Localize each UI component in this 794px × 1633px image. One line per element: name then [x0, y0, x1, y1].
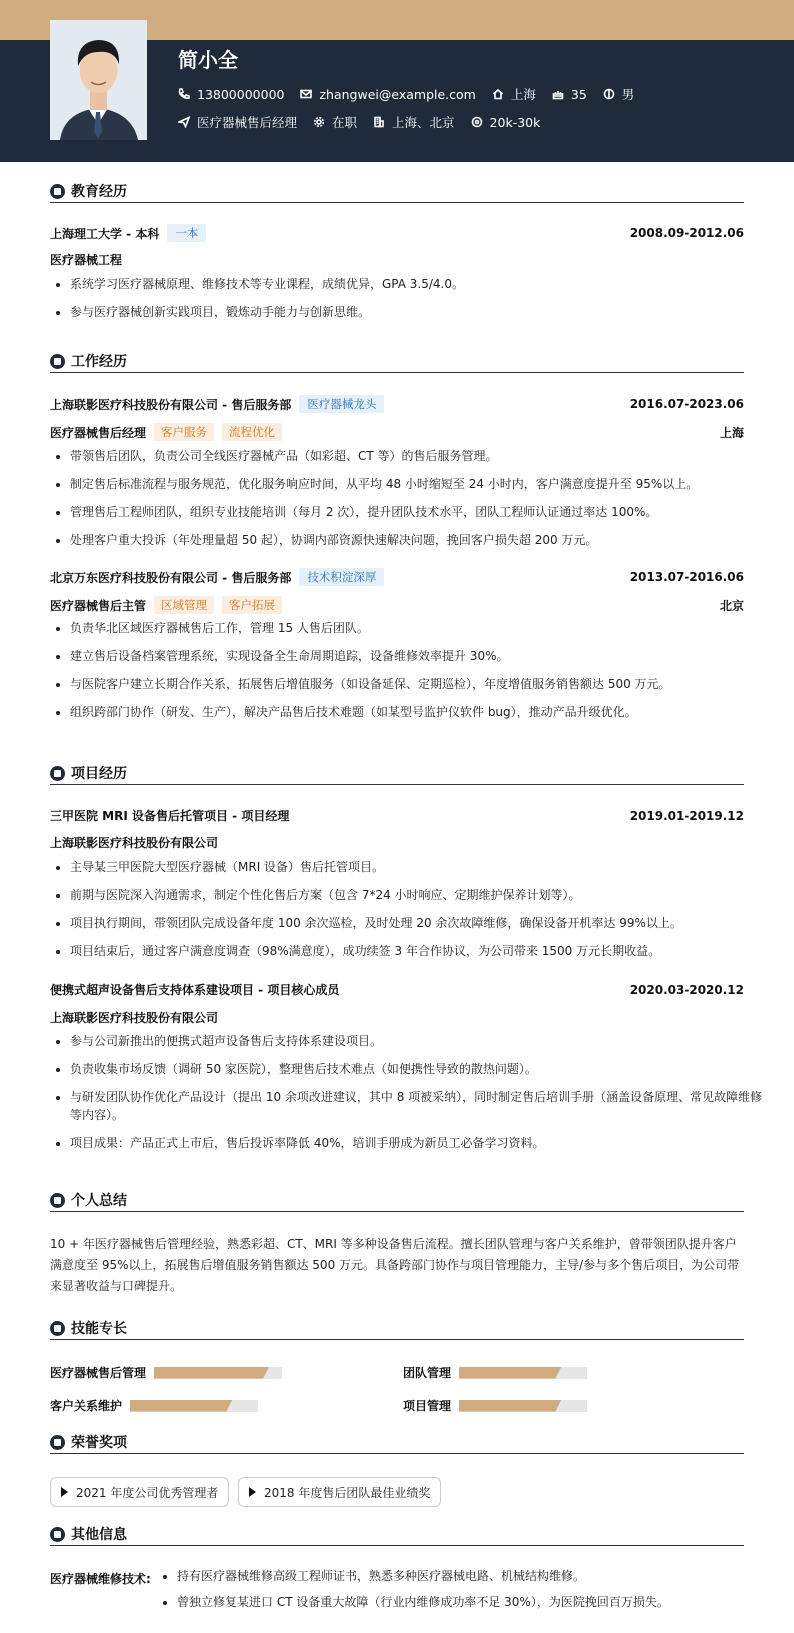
list-item: • 系统学习医疗器械原理、维修技术等专业课程，成绩优异，GPA 3.5/4.0。 — [70, 275, 764, 293]
skill-bar — [459, 1400, 587, 1412]
skill-bar — [154, 1367, 282, 1379]
list-item: • 制定售后标准流程与服务规范，优化服务响应时间，从平均 48 小时缩短至 24 小时内，客户满意度提升至 95%以上。 — [70, 475, 764, 493]
work-location: 北京 — [719, 598, 744, 613]
other-label: 医疗器械维修技术: — [50, 1572, 151, 1586]
home-icon — [492, 88, 504, 100]
work-date: 2013.07-2016.06 — [629, 570, 744, 584]
role-tag: 客户拓展 — [222, 596, 282, 614]
education-section-title — [50, 180, 744, 203]
school-name: 上海理工大学 - 本科 — [50, 226, 160, 241]
skills-section-title — [50, 1317, 744, 1340]
send-icon — [178, 116, 190, 128]
project-date: 2020.03-2020.12 — [629, 982, 744, 997]
skill-bar-fill — [154, 1367, 269, 1379]
role: 医疗器械售后经理 — [50, 425, 147, 440]
skill-name: 团队管理 — [403, 1366, 452, 1380]
education-date: 2008.09-2012.06 — [629, 226, 744, 240]
list-item: • 管理售后工程师团队，组织专业技能培训（每月 2 次），提升团队技术水平，团队工程师认证通过率达 100%。 — [70, 503, 764, 521]
status-text: 在职 — [332, 115, 358, 130]
work-2-bullets — [50, 619, 764, 731]
list-item: • 带领售后团队，负责公司全线医疗器械产品（如彩超、CT 等）的售后服务管理。 — [70, 447, 764, 465]
award-text: 2021 年度公司优秀管理者 — [76, 1485, 219, 1500]
coin-icon — [471, 116, 483, 128]
education-heading: 教育经历 — [71, 184, 127, 200]
position-text: 医疗器械售后经理 — [197, 115, 298, 130]
education-header — [50, 224, 744, 242]
project-1-bullets — [50, 858, 764, 970]
list-item: • 组织跨部门协作（研发、生产），解决产品售后技术难题（如某型号监护仪软件 bug），推动产品升级优化。 — [70, 703, 764, 721]
cake-icon — [552, 88, 564, 100]
project-company: 上海联影医疗科技股份有限公司 — [50, 1011, 219, 1025]
age-info — [552, 87, 587, 102]
list-item: • 参与公司新推出的便携式超声设备售后支持体系建设项目。 — [70, 1032, 764, 1050]
target-city-text: 上海、北京 — [392, 115, 455, 130]
email-text: zhangwei@example.com — [319, 86, 476, 102]
contact-row — [178, 85, 650, 103]
company-name: 北京万东医疗科技股份有限公司 - 售后服务部 — [50, 570, 292, 585]
skill-bar-fill — [459, 1367, 561, 1379]
city-text: 上海 — [510, 87, 536, 102]
list-item: • 持有医疗器械维修高级工程师证书，熟悉多种医疗器械电路、机械结构维修。 — [177, 1567, 763, 1585]
project-2-header — [50, 981, 744, 998]
project-1-header — [50, 807, 744, 824]
briefcase-icon — [50, 354, 65, 369]
list-item: • 项目执行期间，带领团队完成设备年度 100 余次巡检，及时处理 20 余次故障维修，确保设备开机率达 99%以上。 — [70, 914, 764, 932]
education-major-row — [50, 251, 744, 268]
company-name: 上海联影医疗科技股份有限公司 - 售后服务部 — [50, 397, 292, 412]
company-tag: 技术积淀深厚 — [299, 568, 384, 586]
awards-section-title — [50, 1431, 744, 1454]
gender-icon — [603, 88, 615, 100]
skills-heading: 技能专长 — [71, 1321, 127, 1337]
summary-section-title — [50, 1189, 744, 1212]
triangle-icon — [61, 1487, 68, 1497]
project-1-company-row — [50, 834, 744, 851]
skill-item — [403, 1364, 587, 1381]
work-location: 上海 — [719, 425, 744, 440]
major: 医疗器械工程 — [50, 253, 123, 267]
summary-heading: 个人总结 — [71, 1193, 127, 1209]
skill-bar-fill — [459, 1400, 561, 1412]
list-item: • 负责收集市场反馈（调研 50 家医院），整理售后技术难点（如便携性导致的散热问题）。 — [70, 1060, 764, 1078]
skill-name: 项目管理 — [403, 1399, 452, 1413]
work-2-header — [50, 568, 744, 586]
avatar-photo — [50, 20, 147, 140]
company-tag: 医疗器械龙头 — [299, 395, 384, 413]
list-item: • 与医院客户建立长期合作关系，拓展售后增值服务（如设备延保、定期巡检），年度增值服务销售额达 500 万元。 — [70, 675, 764, 693]
status-info — [313, 113, 357, 131]
city-info — [492, 85, 536, 103]
projects-heading: 项目经历 — [71, 766, 127, 782]
role: 医疗器械售后主管 — [50, 598, 147, 613]
skill-bar — [130, 1400, 258, 1412]
phone-icon — [178, 88, 190, 100]
building-icon — [373, 116, 385, 128]
skill-item — [50, 1364, 282, 1381]
grid-icon — [50, 766, 65, 781]
phone-text: 13800000000 — [197, 86, 285, 102]
role-tag: 客户服务 — [154, 423, 214, 441]
list-item: • 曾独立修复某进口 CT 设备重大故障（行业内维修成功率不足 30%），为医院挽回百万损失。 — [177, 1593, 763, 1611]
salary-text: 20k-30k — [489, 114, 541, 130]
gender-info — [603, 85, 635, 103]
list-item: • 项目成果：产品正式上市后，售后投诉率降低 40%，培训手册成为新员工必备学习资料。 — [70, 1134, 764, 1152]
project-company: 上海联影医疗科技股份有限公司 — [50, 836, 219, 850]
target-city-info — [373, 113, 455, 131]
position-info — [178, 113, 297, 131]
education-bullets — [50, 275, 764, 331]
chart-icon — [50, 1321, 65, 1336]
salary-info — [471, 115, 541, 130]
list-item: • 建立售后设备档案管理系统，实现设备全生命周期追踪，设备维修效率提升 30%。 — [70, 647, 764, 665]
other-bullets — [157, 1567, 763, 1621]
other-section-title — [50, 1523, 744, 1546]
award-item — [50, 1477, 229, 1507]
skill-bar — [459, 1367, 587, 1379]
triangle-icon — [249, 1487, 256, 1497]
email-info — [300, 87, 475, 102]
gear-icon — [313, 116, 325, 128]
mail-icon — [300, 88, 312, 100]
list-item: • 主导某三甲医院大型医疗器械（MRI 设备）售后托管项目。 — [70, 858, 764, 876]
list-item: • 参与医疗器械创新实践项目，锻炼动手能力与创新思维。 — [70, 303, 764, 321]
list-item: • 项目结束后，通过客户满意度调查（98%满意度），成功续签 3 年合作协议，为公司带来 1500 万元长期收益。 — [70, 942, 764, 960]
age-text: 35 — [570, 86, 587, 102]
work-section-title — [50, 350, 744, 373]
award-text: 2018 年度售后团队最佳业绩奖 — [264, 1485, 431, 1500]
project-2-company-row — [50, 1009, 744, 1026]
project-title: 三甲医院 MRI 设备售后托管项目 - 项目经理 — [50, 809, 290, 823]
gender-text: 男 — [621, 87, 635, 102]
skill-item — [403, 1397, 587, 1414]
work-1-bullets — [50, 447, 764, 559]
award-item — [238, 1477, 441, 1507]
work-1-role-row — [50, 423, 744, 441]
job-intent-row — [178, 113, 556, 131]
school-tag: 一本 — [167, 224, 206, 242]
work-heading: 工作经历 — [71, 354, 127, 370]
work-1-header — [50, 395, 744, 413]
list-item: • 负责华北区域医疗器械售后工作，管理 15 人售后团队。 — [70, 619, 764, 637]
skill-bar-fill — [130, 1400, 232, 1412]
phone-info — [178, 87, 284, 102]
info-icon — [50, 1527, 65, 1542]
medal-icon — [50, 1435, 65, 1450]
projects-section-title — [50, 762, 744, 785]
project-date: 2019.01-2019.12 — [629, 808, 744, 823]
education-icon — [50, 184, 65, 199]
skill-item — [50, 1397, 258, 1414]
list-item: • 与研发团队协作优化产品设计（提出 10 余项改进建议，其中 8 项被采纳），同时制定售后培训手册（涵盖设备原理、常见故障维修等内容）。 — [70, 1088, 764, 1124]
summary-text: 10 + 年医疗器械售后管理经验，熟悉彩超、CT、MRI 等多种设备售后流程。擅长团队管理与客户关系维护，曾带领团队提升客户满意度至 95%以上，拓展售后增值服务销售额达 500 万元。具备跨部门协作与项目管理能力，主导/参与多个售后项目，为公司带来显著收益与口碑提升。 — [50, 1237, 740, 1293]
role-tag: 流程优化 — [222, 423, 282, 441]
skill-name: 客户关系维护 — [50, 1399, 123, 1413]
list-item: • 前期与医院深入沟通需求，制定个性化售后方案（包含 7*24 小时响应、定期维护保养计划等）。 — [70, 886, 764, 904]
list-item: • 处理客户重大投诉（年处理量超 50 起），协调内部资源快速解决问题，挽回客户损失超 200 万元。 — [70, 531, 764, 549]
work-date: 2016.07-2023.06 — [629, 397, 744, 411]
awards-heading: 荣誉奖项 — [71, 1435, 127, 1451]
role-tag: 区域管理 — [154, 596, 214, 614]
project-title: 便携式超声设备售后支持体系建设项目 - 项目核心成员 — [50, 983, 340, 997]
user-icon — [50, 1193, 65, 1208]
project-2-bullets — [50, 1032, 764, 1162]
skill-name: 医疗器械售后管理 — [50, 1366, 147, 1380]
candidate-name: 简小全 — [178, 48, 238, 72]
other-heading: 其他信息 — [71, 1527, 127, 1543]
work-2-role-row — [50, 596, 744, 614]
